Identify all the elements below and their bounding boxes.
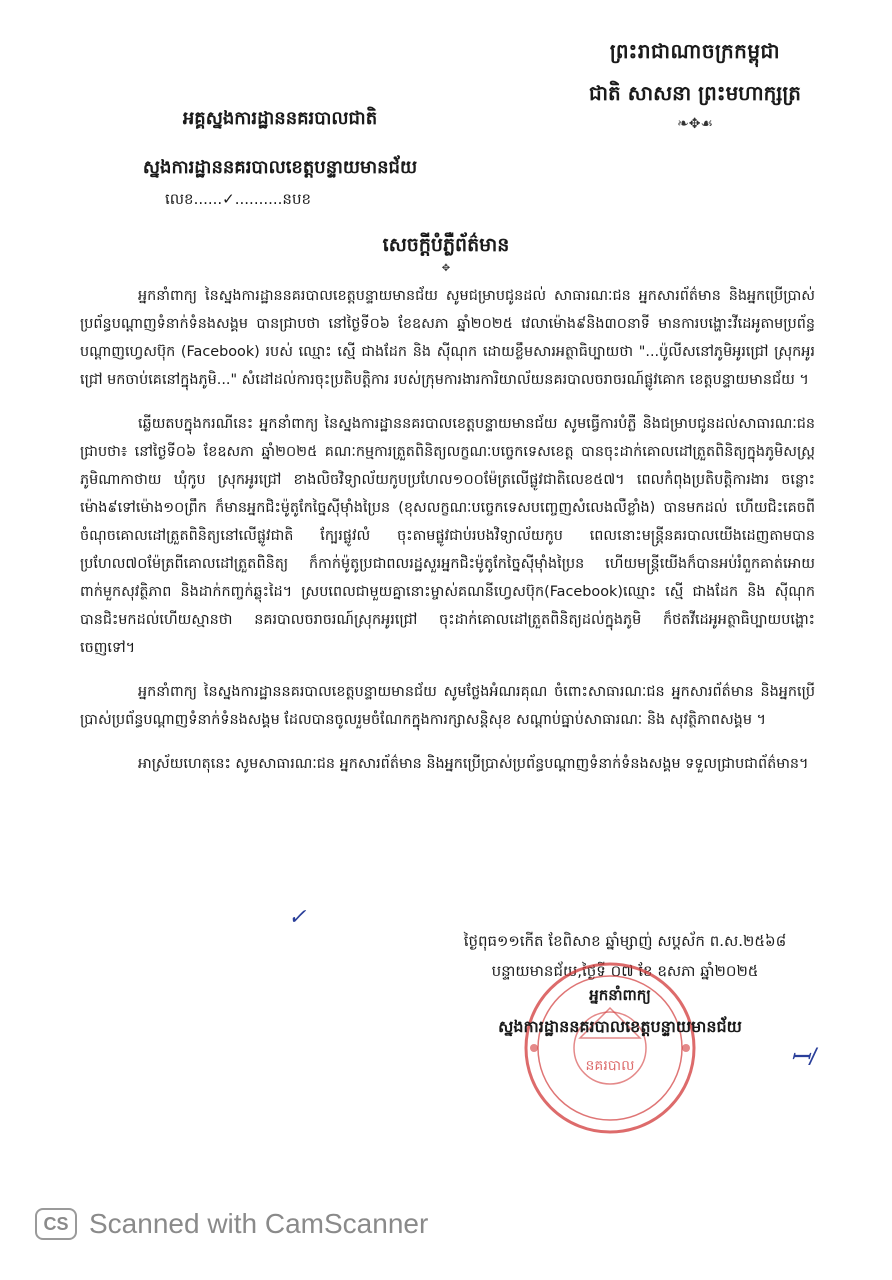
seal-center-text: នគរបាល [585,1058,635,1074]
scanner-watermark-text: Scanned with CamScanner [89,1208,429,1239]
paragraph-1: អ្នកនាំពាក្យ នៃស្នងការដ្ឋាននគរបាលខេត្តបន្ទាយមានជ័យ សូមជម្រាបជូនដល់ សាធារណៈជន អ្នកសារព័ត៌មាន និងអ្នកប្រើប្រាស់ប្រព័ន្ធបណ្តាញទំនាក់ទំនងសង្គម បានជ្រាបថា នៅថ្ងៃទី០៦ ខែឧសភា ឆ្នាំ២០២៥ វេលាម៉ោង៩និង៣០នាទី មានការបង្ហោះវីដេអូតាមប្រព័ន្ធបណ្តាញហ្វេសប៊ុក (Facebook) របស់ ឈ្មោះ ស្មើ ជាងដែក និង ស៊ីណុក ដោយខ្លឹមសារអត្ថាធិប្បាយថា "...ប៉ូលីសនៅភូមិអូរជ្រៅ ស្រុកអូរជ្រៅ មកចាប់គេនៅក្នុងភូមិ..." សំដៅដល់ការចុះប្រតិបត្តិការ របស់ក្រុមការងារការិយាល័យនគរបាលចរាចរណ៍ផ្លូវគោក ខេត្តបន្ទាយមានជ័យ ។ [80,288,815,388]
general-commissariat: អគ្គស្នងការដ្ឋាននគរបាលជាតិ [182,108,378,129]
document-body [80,282,815,794]
document-title [0,233,892,274]
scanner-watermark [35,1208,428,1240]
reference-number: លេខ......✓..........នបខ [165,190,311,208]
pen-check-icon: ✓ [288,904,307,929]
paragraph-3: អ្នកនាំពាក្យ នៃស្នងការដ្ឋាននគរបាលខេត្តបន្ទាយមានជ័យ សូមថ្លែងអំណរគុណ ចំពោះសាធារណៈជន អ្នកសារព័ត៌មាន និងអ្នកប្រើប្រាស់ប្រព័ន្ធបណ្តាញទំនាក់ទំនងសង្គម ដែលបានចូលរួមចំណែកក្នុងការក្សាសន្តិសុខ សណ្តាប់ធ្នាប់សាធារណៈ និង សុវត្ថិភាពសង្គម ។ [80,684,815,728]
paragraph-2: ឆ្លើយតបក្នុងករណីនេះ អ្នកនាំពាក្យ នៃស្នងការដ្ឋាននគរបាលខេត្តបន្ទាយមានជ័យ សូមធ្វើការបំភ្លឺ និងជម្រាបជូនដល់សាធារណៈជនជ្រាបថា៖ នៅថ្ងៃទី០៦ ខែឧសភា ឆ្នាំ២០២៥ គណៈកម្មការត្រួតពិនិត្យលក្ខណៈបច្ចេកទេសខេត្ត បានចុះដាក់គោលដៅត្រួតពិនិត្យក្នុងភូមិសស្រ្ត ភូមិណាកាថាយ ឃុំកូប ស្រុកអូរជ្រៅ ខាងលិចវិទ្យាល័យកូបប្រហែល១០០ម៉ែត្រលើផ្លូវជាតិលេខ៥៧។ ពេលកំពុងប្រតិបត្តិការងារ ចន្លោះម៉ោង៩ទៅម៉ោង១០ព្រឹក ក៏មានអ្នកជិះម៉ូតូកែច្នៃស៊ីម៉ាំងប្រៃន (ខុសលក្ខណៈបច្ចេកទេសបញ្ចេញសំលេងលឺខ្លាំង) បានមកដល់ ហើយជិះគេចពីចំណុចគោលដៅត្រួតពិនិត្យនៅលើផ្លូវជាតិ ក្បែរផ្លូវលំ ចុះតាមផ្លូវជាប់របងវិទ្យាល័យកូប ពេលនោះមន្រ្តីនគរបាលយើងដេញតាមបានប្រហែល៧០ម៉ែត្រពីគោលដៅត្រួតពិនិត្យ ក៏កាក់ម៉ូតូប្រជាពលរដ្ឋសួរអ្នកជិះម៉ូតូកែច្នៃស៊ីម៉ាំងប្រៃន ហើយមន្រ្តីយើងក៏បានអប់រំពួកគាត់អោយពាក់មួកសុវត្ថិភាព និងដាក់កញ្ចក់ឆ្លុះដៃ។ ស្របពេលជាមួយគ្នានោះម្ចាស់គណនីហ្វេសប៊ុក(Facebook)ឈ្មោះ ស្មើ ជាងដែក និង ស៊ីណុក បានជិះមកដល់ហើយស្មានថា នគរបាលចរាចរណ៍ស្រុកអូរជ្រៅ ចុះដាក់គោលដៅត្រួតពិនិត្យដល់ក្នុងភូមិ ក៏ថតវីដេអូអត្ថាធិប្បាយបង្ហោះចេញទៅ។ [80,416,815,656]
issuing-authority [110,106,450,182]
signer-office: ស្នងការដ្ឋាននគរបាលខេត្តបន្ទាយមានជ័យ [498,1017,742,1036]
kingdom-header [580,38,810,132]
official-seal-icon [520,958,700,1138]
signature-block [420,986,820,1040]
pen-initial-icon: ꟷ/ [790,1044,817,1071]
lunar-date: ថ្ងៃពុធ១១កើត ខែពិសាខ ឆ្នាំម្សាញ់ សប្តស័ក ព.ស.២៥៦៨ [463,932,787,950]
title-ornament-icon: ✥ [441,263,451,274]
paragraph-4: អាស្រ័យហេតុនេះ សូមសាធារណៈជន អ្នកសារព័ត៌មាន និងអ្នកប្រើប្រាស់ប្រព័ន្ធបណ្តាញទំនាក់ទំនងសង្គម ទទួលជ្រាបជាព័ត៌មាន។ [138,756,809,772]
signer-role: អ្នកនាំពាក្យ [589,986,651,1004]
document-title-text: សេចក្តីបំភ្លឺព័ត៌មាន [382,234,510,256]
kingdom-name: ព្រះរាជាណាចក្រកម្ពុជា [609,39,781,63]
gregorian-date: បន្ទាយមានជ័យ,ថ្ងៃទី ០៧ ខែ ឧសភា ឆ្នាំ២០២៥ [491,962,759,980]
camscanner-logo-icon: CS [35,1208,77,1240]
national-motto: ជាតិ សាសនា ព្រះមហាក្សត្រ [589,81,801,105]
ornament-icon: ❧✥☙ [676,116,713,132]
provincial-commissariat: ស្នងការដ្ឋាននគរបាលខេត្តបន្ទាយមានជ័យ [142,157,418,178]
